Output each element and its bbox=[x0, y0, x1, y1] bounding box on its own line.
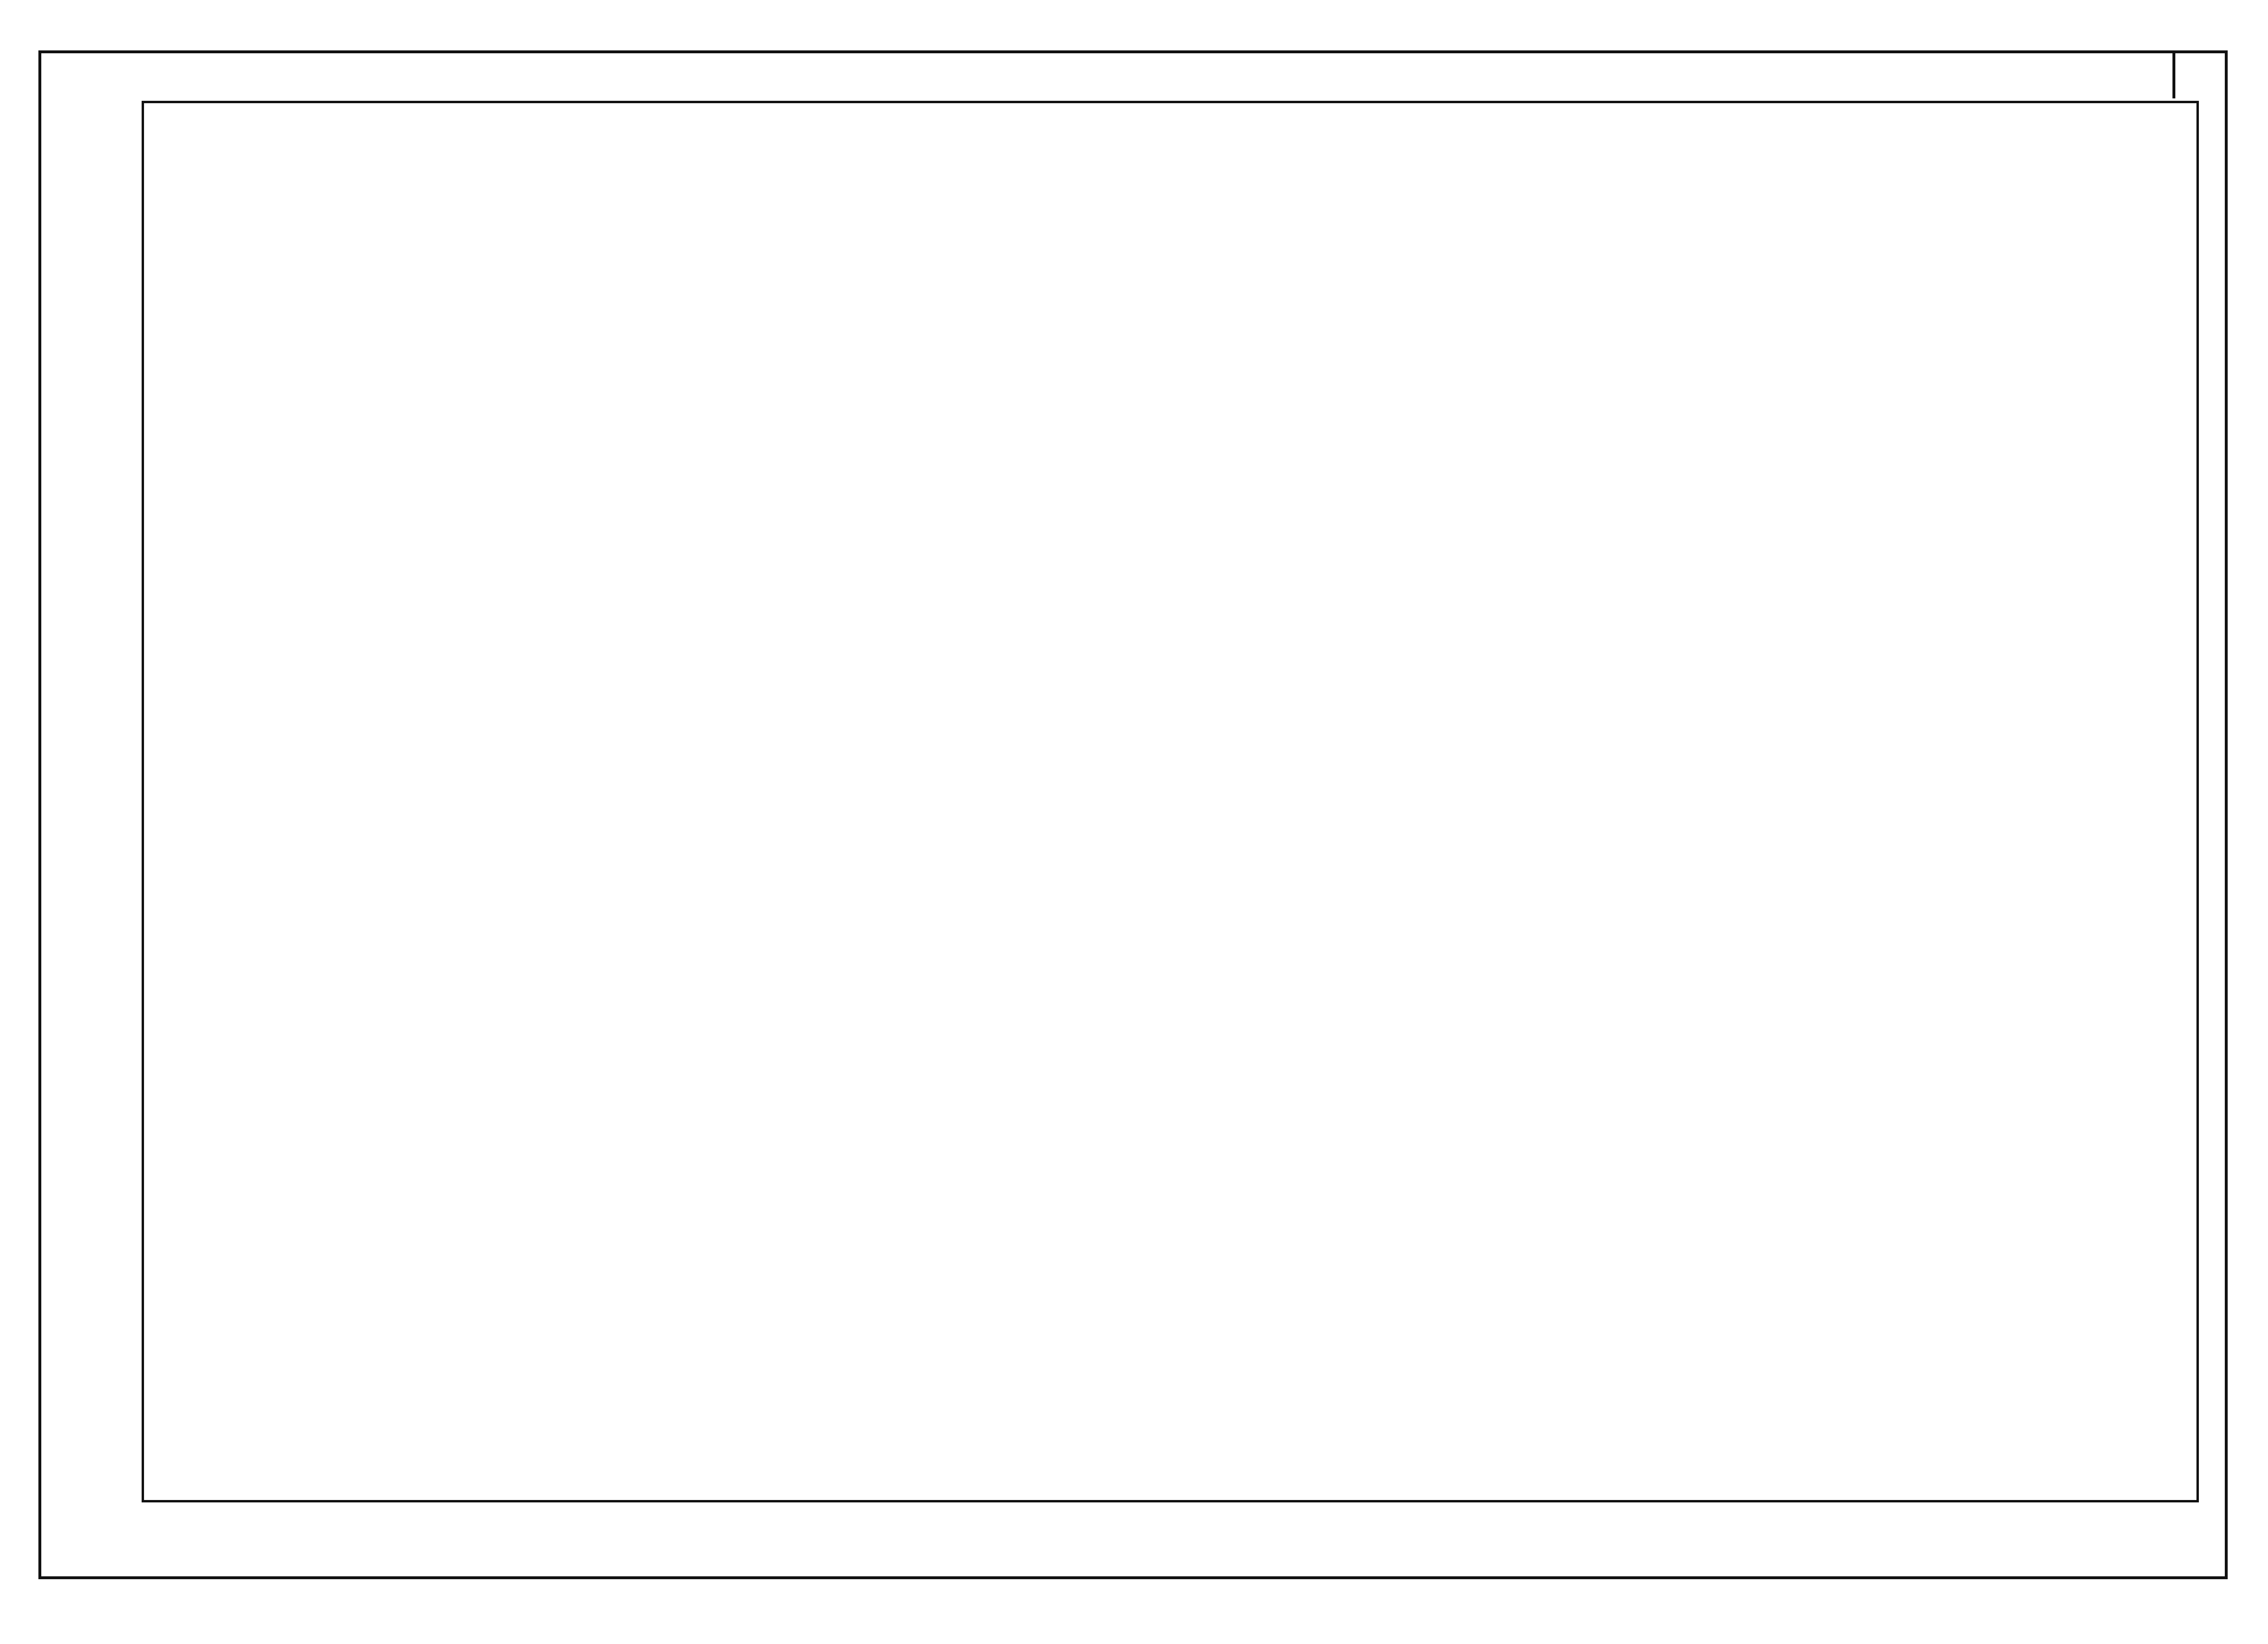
header-position bbox=[144, 154, 242, 211]
page-number-box bbox=[2172, 50, 2175, 98]
header-unit-code bbox=[1390, 197, 1462, 254]
header-unit-group bbox=[1315, 108, 1464, 170]
header-unit-name bbox=[1318, 175, 1385, 276]
header-name-line1 bbox=[250, 146, 1114, 175]
header-maker-code bbox=[1472, 125, 1644, 269]
header-quantity bbox=[1968, 125, 2069, 269]
header-type bbox=[1131, 120, 1308, 283]
header-name-line2 bbox=[250, 194, 970, 223]
header-mass bbox=[2076, 113, 2196, 266]
header-price bbox=[1839, 118, 1964, 276]
header-material-code bbox=[1654, 125, 1832, 269]
